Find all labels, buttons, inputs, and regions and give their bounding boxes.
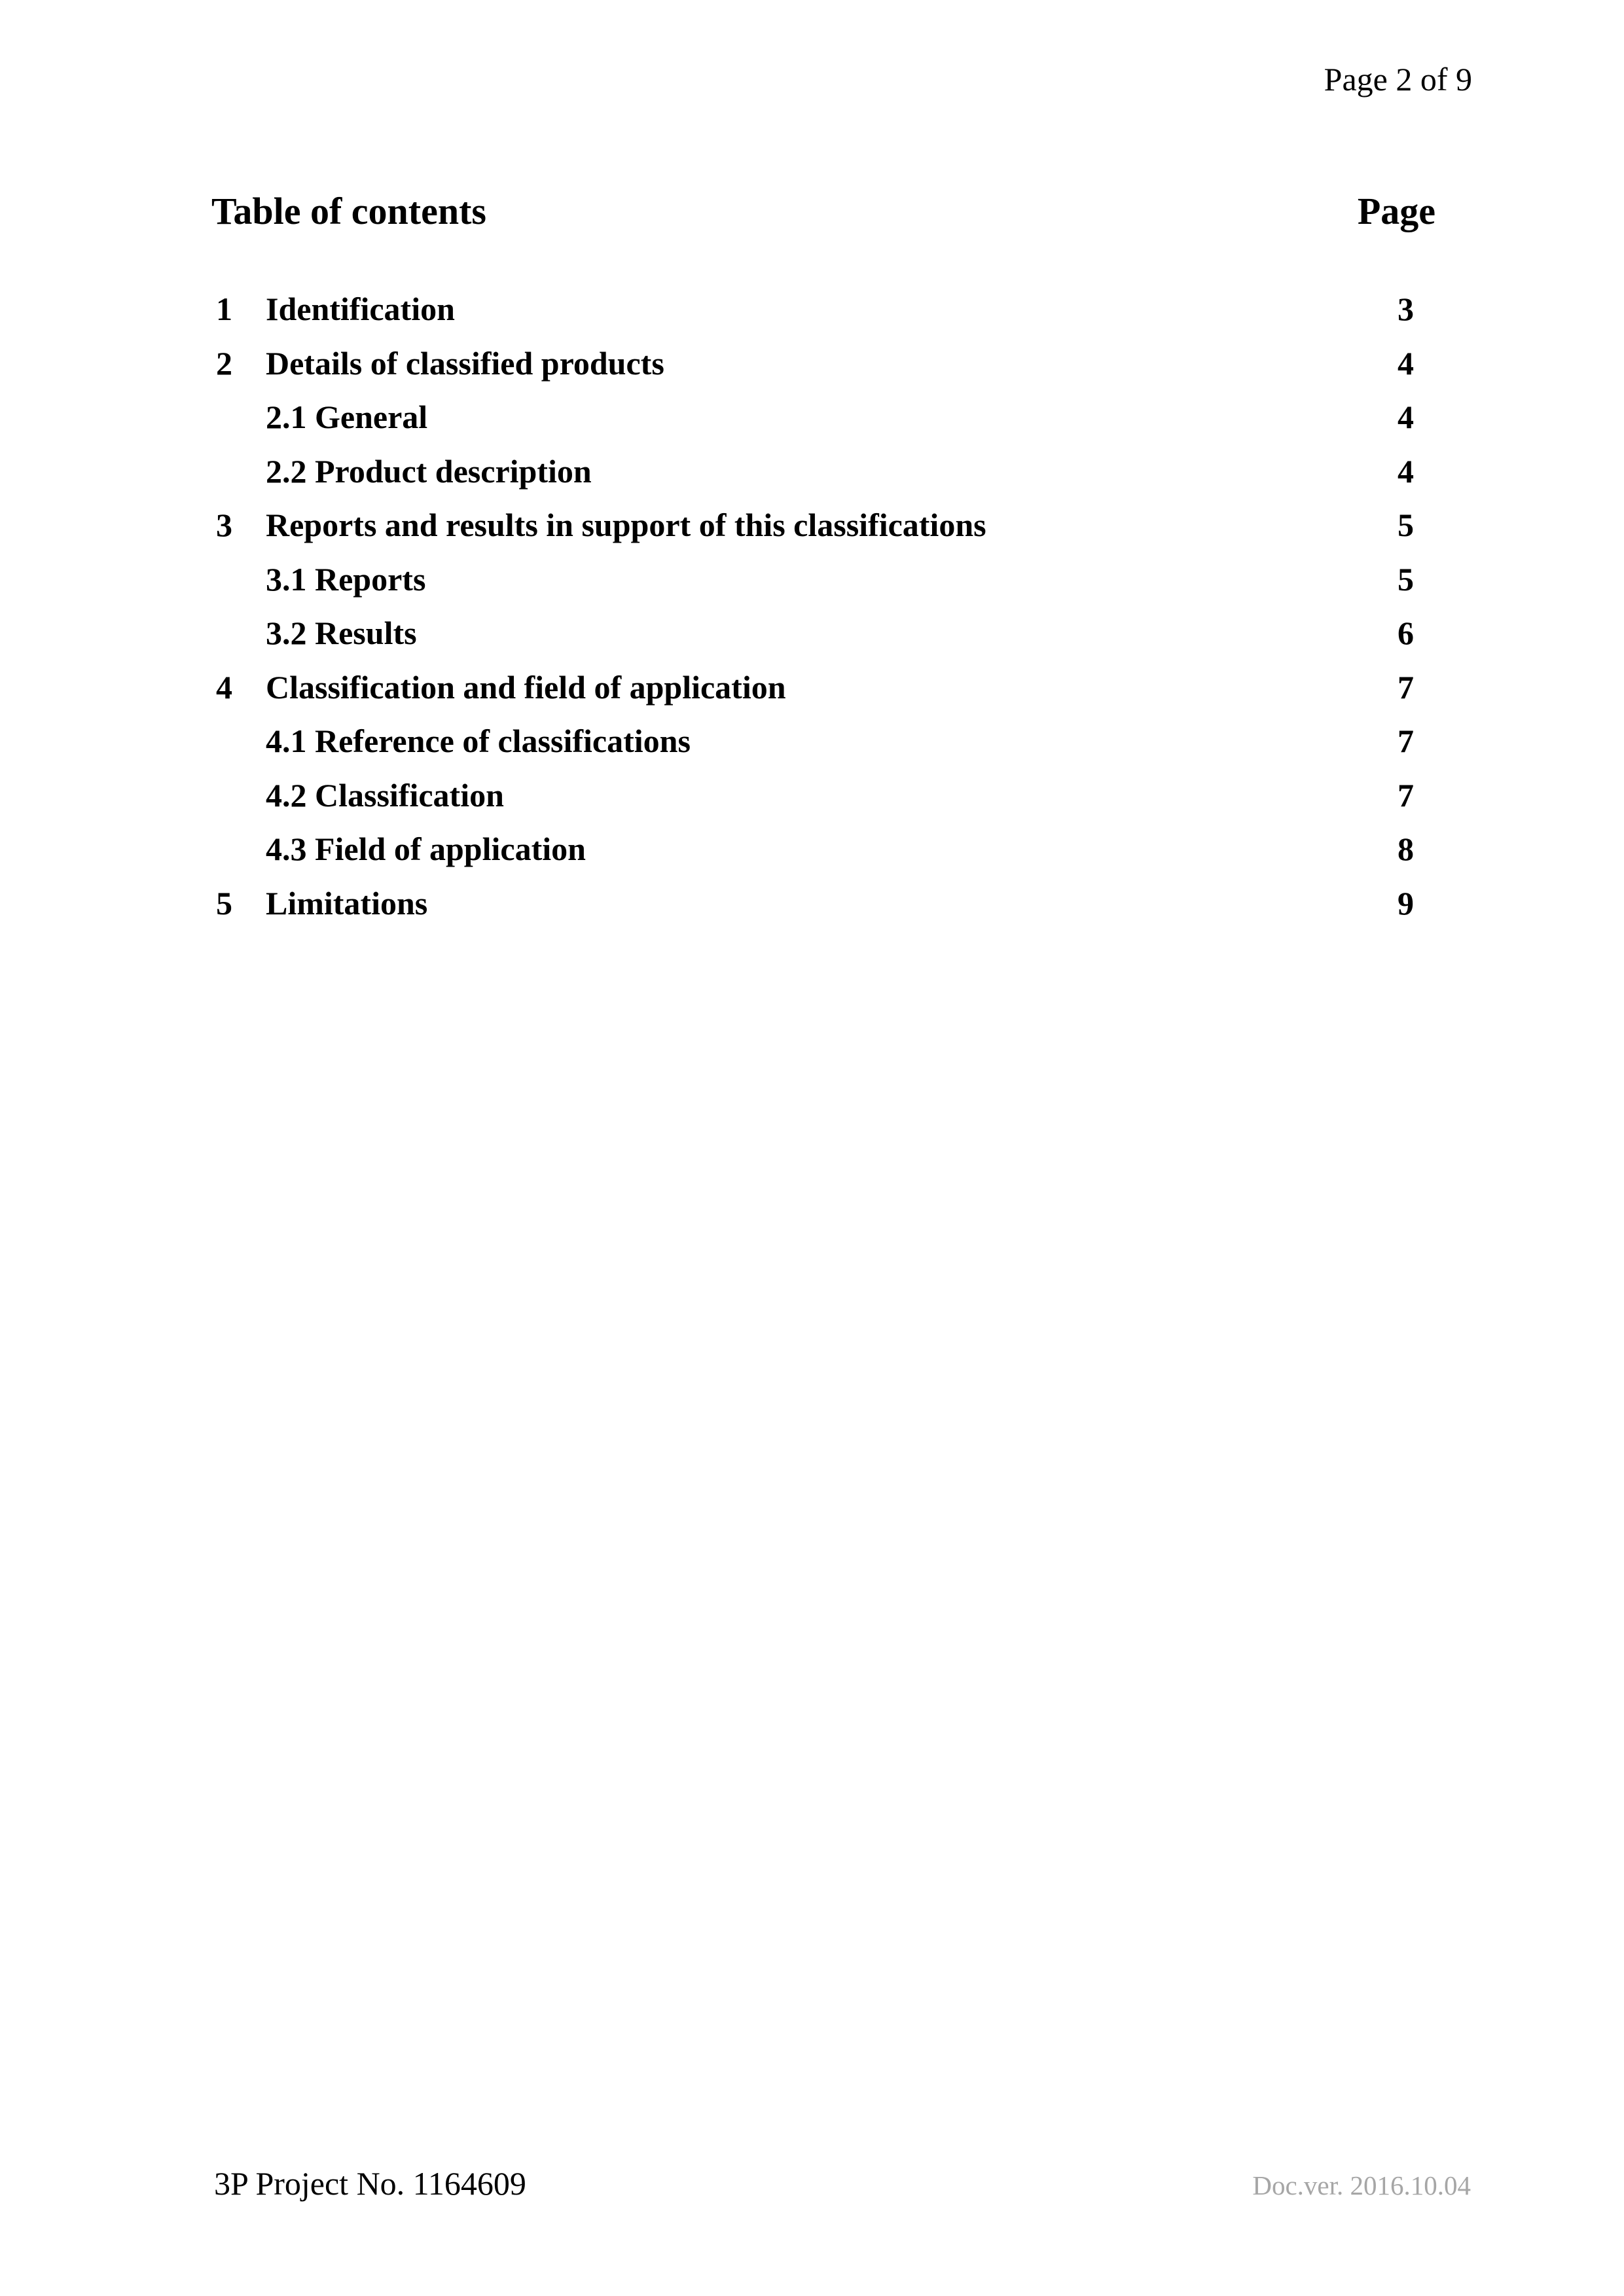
toc-entry-page: 9: [1398, 884, 1414, 922]
toc-entry-page: 7: [1398, 723, 1414, 759]
toc-row: [216, 876, 1414, 931]
toc-entry-label: Limitations: [266, 884, 428, 922]
page-number-indicator: Page 2 of 9: [1324, 61, 1472, 98]
toc-title: Table of contents: [211, 190, 486, 232]
footer-doc-version: Doc.ver. 2016.10.04: [1252, 2170, 1471, 2200]
toc-row: [216, 822, 1414, 876]
footer-project-number: 3P Project No. 1164609: [214, 2165, 526, 2202]
toc-entries-list: [216, 282, 1414, 930]
toc-entry-label: 3.1 Reports: [266, 560, 426, 598]
toc-entry-label: 4.3 Field of application: [266, 831, 586, 867]
toc-entry-number: 5: [216, 884, 232, 922]
page-footer: [214, 2167, 1471, 2200]
toc-entry-label: Identification: [266, 291, 455, 327]
toc-entry-page: 7: [1398, 668, 1414, 706]
toc-entry-number: 4: [216, 668, 232, 706]
toc-entry-label: Classification and field of application: [266, 668, 786, 706]
toc-entry-label: Reports and results in support of this classifications: [266, 507, 986, 543]
toc-entry-label: Details of classified products: [266, 344, 664, 382]
toc-row: [216, 606, 1414, 660]
toc-entry-number: 1: [216, 291, 232, 327]
toc-entry-label: 4.2 Classification: [266, 776, 504, 814]
toc-entry-number: 3: [216, 507, 232, 543]
toc-row: [216, 444, 1414, 499]
toc-entry-page: 4: [1398, 344, 1414, 382]
toc-row: [216, 336, 1414, 391]
toc-entry-label: 4.1 Reference of classifications: [266, 723, 691, 759]
toc-entry-page: 4: [1398, 452, 1414, 490]
toc-entry-page: 4: [1398, 399, 1414, 435]
toc-title-row: [211, 192, 1435, 230]
toc-entry-number: 2: [216, 344, 232, 382]
toc-entry-label: 2.1 General: [266, 399, 428, 435]
toc-entry-page: 8: [1398, 831, 1414, 867]
toc-entry-page: 3: [1398, 291, 1414, 327]
toc-row: [216, 660, 1414, 715]
toc-entry-page: 7: [1398, 776, 1414, 814]
toc-entry-page: 5: [1398, 507, 1414, 543]
toc-entry-page: 5: [1398, 560, 1414, 598]
toc-entry-label: 3.2 Results: [266, 615, 417, 651]
toc-entry-label: 2.2 Product description: [266, 452, 592, 490]
toc-row: [216, 390, 1414, 444]
toc-row: [216, 282, 1414, 336]
toc-row: [216, 714, 1414, 768]
toc-row: [216, 498, 1414, 552]
toc-entry-page: 6: [1398, 615, 1414, 651]
toc-page-column-header: Page: [1357, 190, 1435, 232]
toc-row: [216, 552, 1414, 607]
toc-row: [216, 768, 1414, 823]
